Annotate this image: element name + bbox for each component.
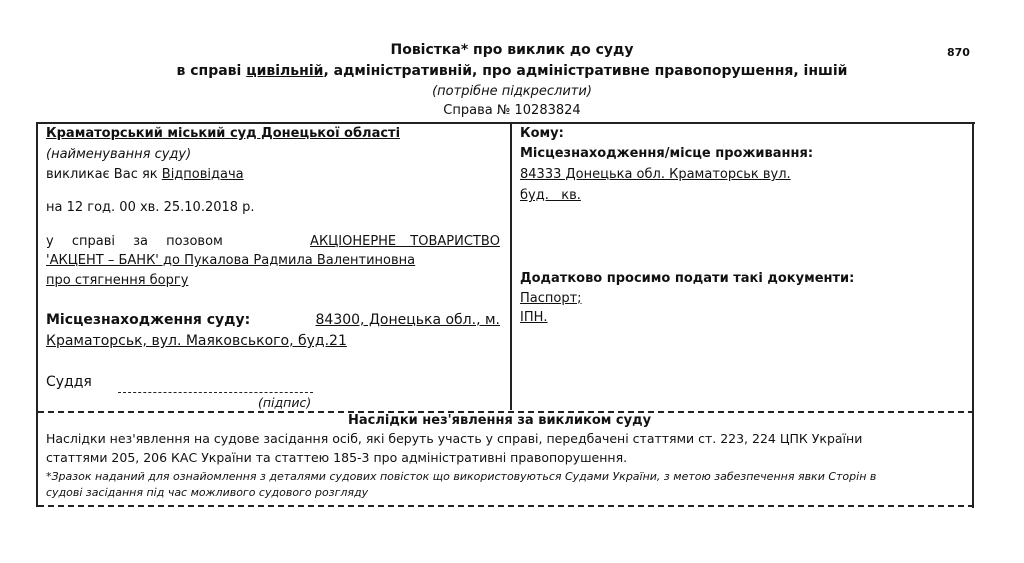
summons-role-prefix: викликає Вас як: [46, 167, 162, 182]
residence-label: Місцезнаходження/місце проживання:: [520, 146, 814, 161]
case-type-prefix: в справі: [176, 63, 247, 79]
documents-label: Додатково просимо подати такі документи:: [520, 271, 855, 286]
suit-subject: про стягнення боргу: [46, 273, 189, 288]
frame-left-border: [36, 122, 38, 413]
court-location-label: Місцезнаходження суду:: [46, 312, 251, 328]
document-passport: Паспорт;: [520, 291, 582, 306]
court-location-line-1: [46, 312, 500, 328]
footnote-line-2: судові засідання під час можливого судового розгляду: [46, 486, 369, 499]
suit-line-1: [46, 234, 500, 249]
summons-role: Відповідача: [161, 167, 244, 182]
suit-plaintiff: АКЦІОНЕРНЕ ТОВАРИСТВО: [310, 234, 500, 249]
court-name-caption: (найменування суду): [46, 147, 192, 162]
court-location-line-2: Краматорськ, вул. Маяковського, буд.21: [46, 333, 347, 349]
case-type-rest: , адміністративній, про адміністративне правопорушення, іншій: [323, 63, 848, 79]
hearing-datetime: на 12 год. 00 хв. 25.10.2018 р.: [46, 200, 255, 215]
column-divider: [510, 122, 512, 410]
suit-prefix: у справі за позовом: [46, 234, 223, 249]
court-name: Краматорський міський суд Донецької області: [46, 126, 401, 141]
document-tax-id: ІПН.: [520, 310, 548, 325]
case-type-civil: цивільній: [246, 63, 324, 79]
frame-top-border: [38, 122, 975, 124]
signature-line: [118, 392, 313, 393]
judge-label: Суддя: [46, 374, 92, 390]
summons-title: Повістка* про виклик до суду: [390, 42, 634, 58]
consequences-title: Наслідки нез'явлення за викликом суду: [348, 413, 652, 428]
footnote-line-1: *Зразок наданий для ознайомлення з деталями судових повісток що використовуються Судами України, з метою забезпечення явки Сторін в: [46, 470, 877, 483]
frame-bottom-border: [38, 505, 974, 507]
consequences-text-line-1: Наслідки нез'явлення на судове засідання осіб, які беруть участь у справі, передбачені статтями ст. 223, 224 ЦПК України: [46, 431, 863, 446]
suit-line-2: 'АКЦЕНТ – БАНК' до Пукалова Радмила Валентиновна: [46, 253, 416, 268]
case-type-line: [0, 63, 1024, 79]
recipient-address-line-2: буд. кв.: [520, 188, 581, 203]
recipient-label: Кому:: [520, 126, 564, 141]
consequences-text-line-2: статтями 205, 206 КАС України та статтею 185-3 про адміністративні правопорушення.: [46, 450, 628, 465]
court-location-value: 84300, Донецька обл., м.: [315, 312, 500, 328]
frame-left-border-lower: [36, 411, 38, 507]
form-number: 870: [947, 46, 970, 59]
summons-role-line: [46, 167, 244, 182]
recipient-address-line-1: 84333 Донецька обл. Краматорськ вул.: [520, 167, 791, 182]
frame-right-border: [972, 122, 974, 508]
case-number: Справа № 10283824: [443, 103, 581, 118]
signature-caption: (підпис): [258, 395, 312, 410]
underline-note: (потрібне підкреслити): [432, 84, 592, 99]
